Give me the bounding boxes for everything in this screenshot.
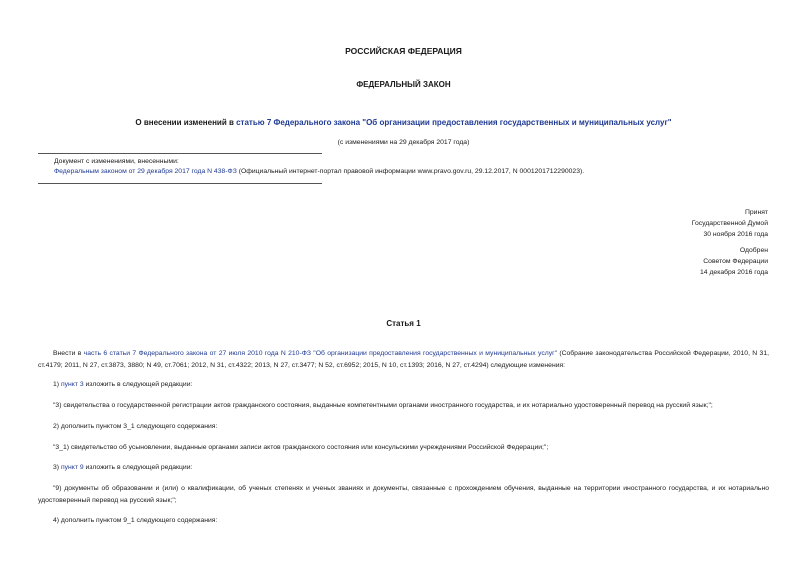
intro-link[interactable]: часть 6 статьи 7 Федерального закона от 27 июля 2010 года N 210-ФЗ "Об организации предоставления государственных и муниципальных услуг" xyxy=(83,350,557,357)
item3-rest: изложить в следующей редакции: xyxy=(83,464,193,471)
amendment-note: (с изменениями на 29 декабря 2017 года) xyxy=(337,139,470,146)
quote-1: "3) свидетельства о государственной регистрации актов гражданского состояния, выданные компетентными органами иностранного государства, и их нотариально удостоверенный перевод на русский язык;"; xyxy=(53,402,713,409)
adoption-line1: Принят xyxy=(744,209,768,216)
approval-line2: Советом Федерации xyxy=(703,258,768,265)
changes-label: Документ с изменениями, внесенными: xyxy=(54,158,179,165)
item-3 xyxy=(38,462,769,474)
item1-rest: изложить в следующей редакции: xyxy=(83,381,193,388)
item-1 xyxy=(38,379,769,391)
article-intro xyxy=(38,348,769,372)
header-law-type: ФЕДЕРАЛЬНЫЙ ЗАКОН xyxy=(356,80,451,89)
approval-line3: 14 декабря 2016 года xyxy=(700,269,768,276)
item-2: 2) дополнить пунктом 3_1 следующего содержания: xyxy=(53,423,218,430)
adoption-line2: Государственной Думой xyxy=(691,220,768,227)
approval-block xyxy=(700,245,768,278)
adoption-line3: 30 ноября 2016 года xyxy=(703,231,768,238)
article-title: Статья 1 xyxy=(386,319,421,328)
approval-line1: Одобрен xyxy=(739,247,768,254)
changes-link[interactable]: Федеральным законом от 29 декабря 2017 года N 438-ФЗ xyxy=(54,168,237,175)
title-link[interactable]: статью 7 Федерального закона "Об организации предоставления государственных и муниципальных услуг" xyxy=(236,118,672,127)
item3-num: 3) xyxy=(53,464,61,471)
divider-bottom xyxy=(38,183,322,184)
header-country: РОССИЙСКАЯ ФЕДЕРАЦИЯ xyxy=(345,46,462,56)
item3-link[interactable]: пункт 9 xyxy=(60,464,84,471)
item1-num: 1) xyxy=(53,381,61,388)
document-title xyxy=(0,118,807,127)
item-4: 4) дополнить пунктом 9_1 следующего содержания: xyxy=(53,517,218,524)
title-prefix: О внесении изменений в xyxy=(135,118,237,127)
changes-line xyxy=(54,168,584,175)
quote-2: "3_1) свидетельство об усыновлении, выданные органами записи актов гражданского состояния или консульскими учреждениями Российской Федерации;"; xyxy=(53,444,549,451)
adoption-block xyxy=(692,207,768,240)
divider-top xyxy=(38,153,322,154)
item1-link[interactable]: пункт 3 xyxy=(60,381,84,388)
intro-rest: (Собрание законодательства Российской Федерации, 2010, N 31, ст.4179; 2011, N 27, ст.3873, 3880; N 49, ст.7061; 2012, N 31, ст.4322; 2013, N 27, ст.3477; N 52, ст.6952; 2015, N 10, ст.1393; 2016, N 27, ст.4294) следующие изменения: xyxy=(38,350,769,369)
changes-rest: (Официальный интернет-портал правовой информации www.pravo.gov.ru, 29.12.2017, N 0001201712290023). xyxy=(236,168,585,175)
intro-prefix: Внести в xyxy=(53,350,84,357)
quote-3: "9) документы об образовании и (или) о квалификации, об ученых степенях и ученых званиях и документы, связанные с прохождением обучения, выданные на территории иностранного государства, и их нотариально удостоверенный перевод на русский язык;"; xyxy=(38,485,769,504)
